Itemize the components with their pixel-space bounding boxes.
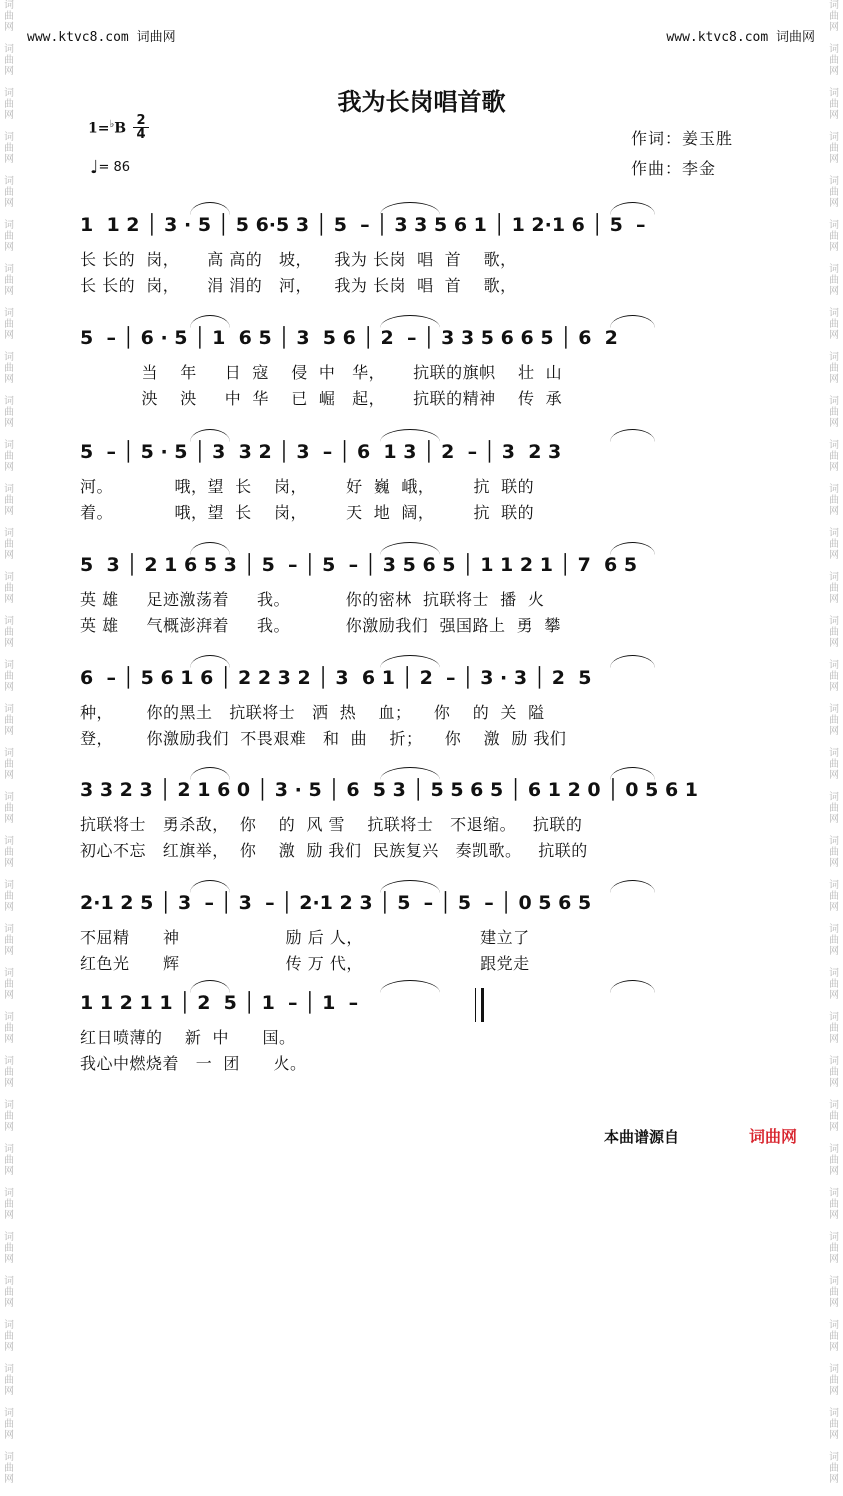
side-watermark-glyph: 网 xyxy=(829,990,839,1001)
side-watermark-glyph: 网 xyxy=(4,286,14,297)
side-watermark-glyph: 曲 xyxy=(829,1111,839,1122)
side-watermark-glyph: 网 xyxy=(4,22,14,33)
side-watermark-glyph: 词 xyxy=(829,44,839,55)
side-watermark-glyph: 词 xyxy=(829,1188,839,1199)
lyric-verse-2: 英 雄 气概澎湃着 我。 你激励我们 强国路上 勇 攀 xyxy=(80,616,561,635)
side-watermark-glyph: 曲 xyxy=(829,1067,839,1078)
slur-mark xyxy=(190,315,230,328)
side-watermark-glyph: 曲 xyxy=(829,979,839,990)
song-title: 我为长岗唱首歌 xyxy=(337,88,506,116)
notation-line: 6 – │ 5 6 1 6 │ 2 2 3 2 │ 3 6 1 │ 2 – │ 3 · 3 │ 2 5 xyxy=(80,667,592,689)
notation-line: 5 – │ 6 · 5 │ 1 6 5 │ 3 5 6 │ 2 – │ 3 3 5 6 6 5 │ 6 2 xyxy=(80,327,618,349)
side-watermark-glyph: 曲 xyxy=(829,847,839,858)
side-watermark-glyph: 网 xyxy=(4,594,14,605)
lyricist: 作词：姜玉胜 xyxy=(631,129,734,148)
side-watermark-glyph: 网 xyxy=(829,462,839,473)
side-watermark-glyph: 词 xyxy=(829,1100,839,1111)
side-watermark-glyph: 网 xyxy=(4,1078,14,1089)
side-watermark-glyph: 曲 xyxy=(829,143,839,154)
side-watermark-glyph: 词 xyxy=(829,836,839,847)
side-watermark-glyph: 词 xyxy=(4,220,14,231)
side-watermark-glyph: 词 xyxy=(4,88,14,99)
side-watermark-glyph: 网 xyxy=(829,902,839,913)
side-watermark-glyph: 网 xyxy=(4,946,14,957)
final-barline-thick xyxy=(481,988,484,1022)
slur-mark xyxy=(610,880,655,893)
side-watermark-glyph: 网 xyxy=(829,1254,839,1265)
side-watermark-glyph: 网 xyxy=(4,1034,14,1045)
side-watermark-glyph: 网 xyxy=(4,198,14,209)
side-watermark-glyph: 网 xyxy=(829,22,839,33)
side-watermark-glyph: 词 xyxy=(4,792,14,803)
side-watermark-glyph: 词 xyxy=(829,1320,839,1331)
side-watermark-glyph: 词 xyxy=(4,44,14,55)
side-watermark-glyph: 曲 xyxy=(829,1023,839,1034)
side-watermark-glyph: 词 xyxy=(4,528,14,539)
side-watermark-glyph: 词 xyxy=(4,264,14,275)
side-watermark-glyph: 曲 xyxy=(4,1155,14,1166)
side-watermark-glyph: 词 xyxy=(4,440,14,451)
side-watermark-glyph: 词 xyxy=(4,308,14,319)
side-watermark-glyph: 网 xyxy=(829,1034,839,1045)
side-watermark-glyph: 词 xyxy=(829,352,839,363)
side-watermark-glyph: 网 xyxy=(829,506,839,517)
side-watermark-glyph: 曲 xyxy=(4,1199,14,1210)
side-watermark-glyph: 词 xyxy=(829,132,839,143)
side-watermark-glyph: 曲 xyxy=(829,451,839,462)
side-watermark-glyph: 词 xyxy=(829,1144,839,1155)
slur-mark xyxy=(610,980,655,993)
side-watermark-glyph: 曲 xyxy=(4,1419,14,1430)
side-watermark-glyph: 网 xyxy=(4,1386,14,1397)
side-watermark-glyph: 曲 xyxy=(829,1419,839,1430)
side-watermark-glyph: 词 xyxy=(829,528,839,539)
side-watermark-glyph: 曲 xyxy=(829,1463,839,1474)
slur-mark xyxy=(190,880,230,893)
footer-brand: 词曲网 xyxy=(749,1127,798,1146)
side-watermark-glyph: 网 xyxy=(4,682,14,693)
side-watermark-glyph: 词 xyxy=(829,1452,839,1463)
side-watermark-glyph: 曲 xyxy=(4,187,14,198)
side-watermark-glyph: 词 xyxy=(4,704,14,715)
side-watermark-glyph: 曲 xyxy=(829,627,839,638)
side-watermark-glyph: 网 xyxy=(4,242,14,253)
side-watermark-glyph: 词 xyxy=(829,1276,839,1287)
composer: 作曲：李金 xyxy=(631,159,717,178)
watermark-right: www.ktvc8.com 词曲网 xyxy=(666,30,815,45)
side-watermark-glyph: 网 xyxy=(829,242,839,253)
side-watermark-glyph: 曲 xyxy=(4,495,14,506)
side-watermark-glyph: 网 xyxy=(4,1298,14,1309)
side-watermark-glyph: 词 xyxy=(829,1232,839,1243)
side-watermark-glyph: 网 xyxy=(4,1210,14,1221)
side-watermark-glyph: 网 xyxy=(4,902,14,913)
slur-mark xyxy=(190,767,230,780)
side-watermark-glyph: 曲 xyxy=(4,803,14,814)
side-watermark-glyph: 网 xyxy=(829,1342,839,1353)
credits xyxy=(631,124,733,184)
slur-mark xyxy=(610,202,655,215)
side-watermark-glyph: 网 xyxy=(829,374,839,385)
side-watermark-glyph: 网 xyxy=(4,462,14,473)
side-watermark-glyph: 网 xyxy=(4,506,14,517)
side-watermark-glyph: 词 xyxy=(829,968,839,979)
side-watermark-glyph: 网 xyxy=(829,550,839,561)
side-watermark-glyph: 网 xyxy=(829,594,839,605)
side-watermark-glyph: 词 xyxy=(829,440,839,451)
notation-line: 1 1 2 │ 3 · 5 │ 5 6·5 3 │ 5 – │ 3 3 5 6 1 │ 1 2·1 6 │ 5 – xyxy=(80,214,646,236)
side-watermark-glyph: 词 xyxy=(829,660,839,671)
side-watermark-glyph: 网 xyxy=(4,726,14,737)
side-watermark-glyph: 网 xyxy=(829,1298,839,1309)
side-watermark-glyph: 曲 xyxy=(4,275,14,286)
time-signature xyxy=(133,114,149,141)
side-watermark-glyph: 曲 xyxy=(829,1243,839,1254)
notation-line: 1 1 2 1 1 │ 2 5 │ 1 – │ 1 – xyxy=(80,992,359,1014)
side-watermark-glyph: 词 xyxy=(829,1056,839,1067)
side-watermark-glyph: 词 xyxy=(829,176,839,187)
side-watermark-left xyxy=(0,0,18,1485)
side-watermark-glyph: 网 xyxy=(4,418,14,429)
side-watermark-glyph: 网 xyxy=(829,946,839,957)
side-watermark-glyph: 网 xyxy=(4,110,14,121)
side-watermark-glyph: 词 xyxy=(4,1188,14,1199)
side-watermark-glyph: 词 xyxy=(829,748,839,759)
side-watermark-glyph: 曲 xyxy=(4,715,14,726)
side-watermark-glyph: 曲 xyxy=(829,99,839,110)
slur-mark xyxy=(610,767,655,780)
side-watermark-glyph: 曲 xyxy=(4,319,14,330)
side-watermark-glyph: 词 xyxy=(4,616,14,627)
side-watermark-glyph: 曲 xyxy=(829,1375,839,1386)
side-watermark-glyph: 曲 xyxy=(4,1111,14,1122)
side-watermark-glyph: 词 xyxy=(4,176,14,187)
side-watermark-glyph: 曲 xyxy=(4,979,14,990)
side-watermark-glyph: 网 xyxy=(4,1254,14,1265)
side-watermark-glyph: 曲 xyxy=(829,671,839,682)
side-watermark-glyph: 曲 xyxy=(4,1331,14,1342)
side-watermark-glyph: 曲 xyxy=(829,1199,839,1210)
side-watermark-glyph: 网 xyxy=(4,858,14,869)
side-watermark-glyph: 曲 xyxy=(829,319,839,330)
lyric-verse-1: 抗联将士 勇杀敌， 你 的 风 雪 抗联将士 不退缩。 抗联的 xyxy=(80,815,583,834)
side-watermark-glyph: 曲 xyxy=(829,1331,839,1342)
side-watermark-glyph: 网 xyxy=(829,1210,839,1221)
side-watermark-glyph: 词 xyxy=(4,968,14,979)
side-watermark-glyph: 网 xyxy=(4,1342,14,1353)
side-watermark-glyph: 词 xyxy=(829,308,839,319)
lyric-verse-1: 红日喷薄的 新 中 国。 xyxy=(80,1028,296,1047)
side-watermark-glyph: 网 xyxy=(829,1078,839,1089)
watermark-left: www.ktvc8.com 词曲网 xyxy=(27,30,176,45)
side-watermark-glyph: 词 xyxy=(4,1056,14,1067)
side-watermark-glyph: 网 xyxy=(829,286,839,297)
side-watermark-glyph: 词 xyxy=(4,748,14,759)
slur-mark xyxy=(380,429,440,442)
side-watermark-glyph: 网 xyxy=(4,66,14,77)
side-watermark-glyph: 曲 xyxy=(4,935,14,946)
side-watermark-glyph: 曲 xyxy=(829,275,839,286)
lyric-verse-1: 不屈精 神 励 后 人， 建立了 xyxy=(80,928,530,947)
side-watermark-glyph: 曲 xyxy=(829,187,839,198)
lyric-verse-2: 我心中燃烧着 一 团 火。 xyxy=(80,1054,307,1073)
lyric-verse-2: 着。 哦，望 长 岗， 天 地 阔， 抗 联的 xyxy=(80,503,535,522)
lyric-verse-2: 泱 泱 中 华 已 崛 起， 抗联的精神 传 承 xyxy=(80,389,563,408)
side-watermark-glyph: 曲 xyxy=(4,451,14,462)
side-watermark-glyph: 词 xyxy=(4,1144,14,1155)
side-watermark-glyph: 词 xyxy=(829,264,839,275)
footer-source-text: 本曲谱源自 xyxy=(604,1128,680,1146)
time-signature-bottom: 4 xyxy=(133,127,149,141)
lyric-verse-1: 当 年 日 寇 侵 中 华， 抗联的旗帜 壮 山 xyxy=(80,363,563,382)
tempo-marking: ♩= 86 xyxy=(90,157,131,178)
side-watermark-glyph: 词 xyxy=(829,396,839,407)
slur-mark xyxy=(380,980,440,993)
side-watermark-glyph: 网 xyxy=(829,418,839,429)
side-watermark-glyph: 网 xyxy=(4,154,14,165)
side-watermark-glyph: 网 xyxy=(829,858,839,869)
side-watermark-glyph: 网 xyxy=(829,1122,839,1133)
lyric-verse-2: 红色光 辉 传 万 代， 跟党走 xyxy=(80,954,530,973)
side-watermark-glyph: 曲 xyxy=(829,759,839,770)
side-watermark-glyph: 曲 xyxy=(4,759,14,770)
side-watermark-glyph: 网 xyxy=(4,1474,14,1485)
side-watermark-glyph: 曲 xyxy=(4,143,14,154)
side-watermark-glyph: 网 xyxy=(829,1386,839,1397)
side-watermark-glyph: 网 xyxy=(4,330,14,341)
side-watermark-glyph: 词 xyxy=(4,352,14,363)
side-watermark-glyph: 曲 xyxy=(829,363,839,374)
side-watermark-glyph: 词 xyxy=(4,1276,14,1287)
quarter-note-icon: ♩ xyxy=(90,157,99,178)
side-watermark-glyph: 网 xyxy=(4,550,14,561)
lyric-verse-2: 长 长的 岗， 涓 涓的 河， 我为 长岗 唱 首 歌， xyxy=(80,276,517,295)
side-watermark-glyph: 网 xyxy=(4,1430,14,1441)
slur-mark xyxy=(190,655,230,668)
side-watermark-glyph: 网 xyxy=(829,1474,839,1485)
slur-mark xyxy=(610,655,655,668)
side-watermark-glyph: 曲 xyxy=(829,539,839,550)
side-watermark-glyph: 词 xyxy=(4,1452,14,1463)
notation-line: 5 3 │ 2 1 6 5 3 │ 5 – │ 5 – │ 3 5 6 5 │ 1 1 2 1 │ 7 6 5 xyxy=(80,554,638,576)
lyric-verse-2: 初心不忘 红旗举， 你 激 励 我们 民族复兴 奏凯歌。 抗联的 xyxy=(80,841,588,860)
side-watermark-glyph: 曲 xyxy=(4,1023,14,1034)
side-watermark-glyph: 词 xyxy=(4,1408,14,1419)
side-watermark-glyph: 词 xyxy=(829,924,839,935)
side-watermark-glyph: 曲 xyxy=(4,407,14,418)
side-watermark-glyph: 曲 xyxy=(829,407,839,418)
side-watermark-glyph: 曲 xyxy=(4,1243,14,1254)
side-watermark-glyph: 词 xyxy=(829,0,839,11)
side-watermark-glyph: 词 xyxy=(829,220,839,231)
side-watermark-glyph: 网 xyxy=(4,374,14,385)
side-watermark-glyph: 曲 xyxy=(4,55,14,66)
side-watermark-glyph: 曲 xyxy=(4,627,14,638)
side-watermark-glyph: 词 xyxy=(4,880,14,891)
side-watermark-glyph: 曲 xyxy=(4,539,14,550)
time-signature-top: 2 xyxy=(136,113,146,128)
side-watermark-glyph: 网 xyxy=(829,330,839,341)
side-watermark-glyph: 词 xyxy=(4,0,14,11)
side-watermark-glyph: 曲 xyxy=(4,99,14,110)
side-watermark-glyph: 曲 xyxy=(829,11,839,22)
side-watermark-glyph: 词 xyxy=(4,1320,14,1331)
side-watermark-glyph: 词 xyxy=(4,660,14,671)
slur-mark xyxy=(190,542,230,555)
side-watermark-glyph: 词 xyxy=(829,792,839,803)
side-watermark-glyph: 曲 xyxy=(4,11,14,22)
lyric-verse-1: 英 雄 足迹激荡着 我。 你的密林 抗联将士 播 火 xyxy=(80,590,545,609)
side-watermark-glyph: 曲 xyxy=(829,55,839,66)
notation-line: 5 – │ 5 · 5 │ 3 3 2 │ 3 – │ 6 1 3 │ 2 – │ 3 2 3 xyxy=(80,441,562,463)
side-watermark-glyph: 词 xyxy=(829,1012,839,1023)
side-watermark-glyph: 网 xyxy=(829,770,839,781)
side-watermark-glyph: 网 xyxy=(829,1430,839,1441)
lyric-verse-1: 种， 你的黑土 抗联将士 洒 热 血； 你 的 关 隘 xyxy=(80,703,545,722)
side-watermark-glyph: 词 xyxy=(829,1364,839,1375)
side-watermark-glyph: 网 xyxy=(829,814,839,825)
side-watermark-glyph: 词 xyxy=(829,572,839,583)
side-watermark-glyph: 网 xyxy=(4,1122,14,1133)
side-watermark-glyph: 曲 xyxy=(829,583,839,594)
side-watermark-glyph: 网 xyxy=(4,814,14,825)
side-watermark-glyph: 网 xyxy=(829,198,839,209)
lyric-verse-1: 河。 哦，望 长 岗， 好 巍 峨， 抗 联的 xyxy=(80,477,535,496)
side-watermark-glyph: 网 xyxy=(829,110,839,121)
side-watermark-glyph: 词 xyxy=(4,1100,14,1111)
side-watermark-glyph: 曲 xyxy=(4,231,14,242)
side-watermark-glyph: 词 xyxy=(829,88,839,99)
slur-mark xyxy=(610,429,655,442)
slur-mark xyxy=(380,767,440,780)
slur-mark xyxy=(380,542,440,555)
side-watermark-glyph: 网 xyxy=(4,1166,14,1177)
side-watermark-glyph: 网 xyxy=(829,726,839,737)
side-watermark-glyph: 网 xyxy=(4,638,14,649)
side-watermark-glyph: 词 xyxy=(4,572,14,583)
side-watermark-glyph: 词 xyxy=(829,704,839,715)
side-watermark-glyph: 词 xyxy=(4,836,14,847)
side-watermark-glyph: 网 xyxy=(829,682,839,693)
notation-line: 2·1 2 5 │ 3 – │ 3 – │ 2·1 2 3 │ 5 – │ 5 – │ 0 5 6 5 xyxy=(80,892,592,914)
side-watermark-glyph: 曲 xyxy=(4,1067,14,1078)
side-watermark-glyph: 网 xyxy=(4,990,14,1001)
side-watermark-glyph: 曲 xyxy=(4,363,14,374)
side-watermark-glyph: 词 xyxy=(829,484,839,495)
side-watermark-glyph: 曲 xyxy=(4,1375,14,1386)
side-watermark-glyph: 曲 xyxy=(829,935,839,946)
side-watermark-glyph: 网 xyxy=(829,66,839,77)
side-watermark-glyph: 词 xyxy=(829,616,839,627)
side-watermark-glyph: 网 xyxy=(829,638,839,649)
side-watermark-glyph: 曲 xyxy=(4,847,14,858)
side-watermark-glyph: 词 xyxy=(4,132,14,143)
slur-mark xyxy=(380,202,440,215)
side-watermark-glyph: 曲 xyxy=(829,1287,839,1298)
side-watermark-glyph: 曲 xyxy=(829,495,839,506)
lyric-verse-1: 长 长的 岗， 高 高的 坡， 我为 长岗 唱 首 歌， xyxy=(80,250,517,269)
side-watermark-glyph: 曲 xyxy=(4,1287,14,1298)
notation-line: 3 3 2 3 │ 2 1 6 0 │ 3 · 5 │ 6 5 3 │ 5 5 6 5 │ 6 1 2 0 │ 0 5 6 1 xyxy=(80,779,699,801)
side-watermark-glyph: 曲 xyxy=(4,1463,14,1474)
side-watermark-glyph: 网 xyxy=(829,154,839,165)
side-watermark-glyph: 词 xyxy=(4,1232,14,1243)
side-watermark-glyph: 词 xyxy=(4,924,14,935)
key-signature: 1=♭B xyxy=(88,119,127,137)
side-watermark-glyph: 曲 xyxy=(829,891,839,902)
side-watermark-glyph: 曲 xyxy=(829,1155,839,1166)
side-watermark-glyph: 词 xyxy=(4,1364,14,1375)
side-watermark-right xyxy=(825,0,843,1485)
final-barline-thin xyxy=(475,988,476,1022)
side-watermark-glyph: 曲 xyxy=(829,715,839,726)
slur-mark xyxy=(380,655,440,668)
side-watermark-glyph: 网 xyxy=(829,1166,839,1177)
slur-mark xyxy=(190,429,230,442)
side-watermark-glyph: 词 xyxy=(829,1408,839,1419)
side-watermark-glyph: 曲 xyxy=(4,671,14,682)
side-watermark-glyph: 词 xyxy=(4,1012,14,1023)
slur-mark xyxy=(190,980,230,993)
slur-mark xyxy=(380,315,440,328)
side-watermark-glyph: 曲 xyxy=(829,231,839,242)
side-watermark-glyph: 网 xyxy=(4,770,14,781)
side-watermark-glyph: 曲 xyxy=(4,583,14,594)
side-watermark-glyph: 词 xyxy=(829,880,839,891)
side-watermark-glyph: 曲 xyxy=(829,803,839,814)
side-watermark-glyph: 词 xyxy=(4,396,14,407)
slur-mark xyxy=(380,880,440,893)
side-watermark-glyph: 曲 xyxy=(4,891,14,902)
lyric-verse-2: 登， 你激励我们 不畏艰难 和 曲 折； 你 激 励 我们 xyxy=(80,729,567,748)
side-watermark-glyph: 词 xyxy=(4,484,14,495)
slur-mark xyxy=(190,202,230,215)
slur-mark xyxy=(610,315,655,328)
slur-mark xyxy=(610,542,655,555)
